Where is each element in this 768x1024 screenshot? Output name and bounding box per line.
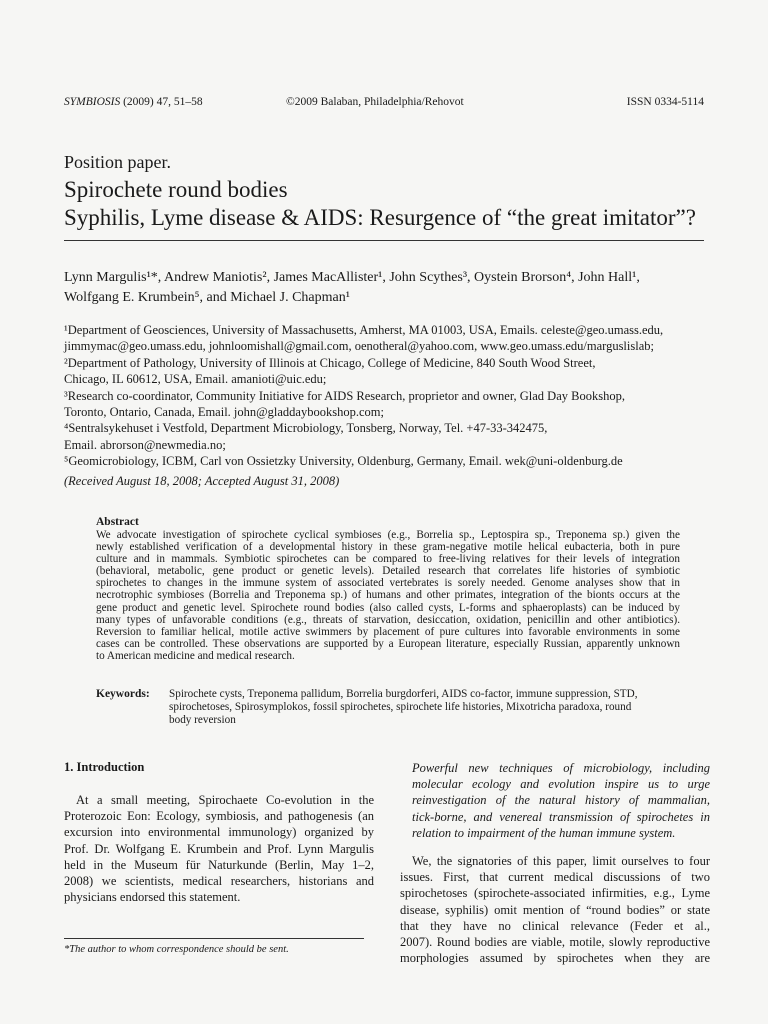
affiliation-line: ³Research co-coordinator, Community Initiative for AIDS Research, proprietor and owner, Glad Day Bookshop, <box>64 388 625 403</box>
abstract-line: Reversion to familiar helical, motile active swimmers by placement of pure cultures into favorable environments in some <box>96 625 680 638</box>
statement-line: relation to impairment of the human immune system. <box>412 825 676 840</box>
affiliation-line: ¹Department of Geosciences, University of Massachusetts, Amherst, MA 01003, USA, Emails. celeste@geo.umass.edu, <box>64 323 664 337</box>
statement-line: Powerful new techniques of microbiology, including <box>412 761 710 775</box>
affiliation-line: ⁵Geomicrobiology, ICBM, Carl von Ossietzky University, Oldenburg, Germany, Email. wek@uni-oldenburg.de <box>64 454 623 469</box>
keywords-list <box>169 688 681 728</box>
footnote-rule <box>64 938 364 939</box>
affiliation-line: ²Department of Pathology, University of Illinois at Chicago, College of Medicine, 840 South Wood Street, <box>64 355 596 370</box>
body-line: We, the signatories of this paper, limit ourselves to four <box>412 854 710 868</box>
body-line: Proterozoic Eon: Ecology, symbiosis, and pathogenesis (an <box>64 809 374 824</box>
body-line: excursion into environmental immunology) organized by <box>64 825 374 840</box>
abstract-line: cases can be controlled. These observations are supported by a European literature, especially Russian, apparently unknown <box>96 637 680 650</box>
affiliation-line: ⁴Sentralsykehuset i Vestfold, Department Microbiology, Tonsberg, Norway, Tel. +47-33-342475, <box>64 421 548 436</box>
author-line: Wolfgang E. Krumbein⁵, and Michael J. Chapman¹ <box>64 290 350 305</box>
abstract-line: (behavioral, metabolic, gene product or genetic levels). Detailed research that correlates life histories of symbiotic <box>96 565 680 578</box>
abstract-line: We advocate investigation of spirochete cyclical symbioses (e.g., Borrelia sp., Leptospira sp., Treponema sp.) given the <box>96 529 680 541</box>
issn: ISSN 0334-5114 <box>626 96 704 108</box>
statement-line: reinvestigation of the natural history of mammalian, <box>412 793 710 808</box>
keywords-line: body reversion <box>169 714 236 727</box>
affiliation-line: Email. abrorson@newmedia.no; <box>64 437 226 452</box>
running-header <box>64 96 704 112</box>
journal-name: SYMBIOSIS <box>64 96 121 108</box>
body-line: disease, syphilis) omit mention of “round bodies” or state <box>400 902 710 917</box>
title-rule <box>64 240 704 241</box>
keywords-line: spirochetoses, Spirosymplokos, fossil spirochetes, spirochete life histories, Mixotricha paradoxa, round <box>169 701 632 714</box>
body-line: 2008) we scientists, medical researchers, historians and <box>64 874 374 889</box>
abstract-heading: Abstract <box>96 516 139 528</box>
body-line: held in the Museum für Naturkunde (Berlin, May 1–2, <box>64 857 374 872</box>
body-line: 2007). Round bodies are viable, motile, slowly reproductive <box>400 935 710 950</box>
section-heading-introduction: 1. Introduction <box>64 760 145 774</box>
intro-left-column <box>64 792 374 905</box>
body-line: that they have no clinical relevance (Feder et al., <box>400 918 710 933</box>
intro-right-italic-statement <box>400 760 710 841</box>
body-line: physicians endorsed this statement. <box>64 890 241 905</box>
paper-type: Position paper. <box>64 152 171 172</box>
received-accepted-dates: (Received August 18, 2008; Accepted August 31, 2008) <box>64 474 340 488</box>
title-line-2: Syphilis, Lyme disease & AIDS: Resurgence of “the great imitator”? <box>64 205 696 230</box>
body-line: issues. First, that current medical discussions of two <box>400 870 710 885</box>
author-line: Lynn Margulis¹*, Andrew Maniotis², James MacAllister¹, John Scythes³, Oystein Brorson⁴, John Hall¹, <box>64 270 640 285</box>
statement-line: molecular ecology and evolution inspire us to urge <box>412 777 710 792</box>
intro-right-column <box>400 853 710 966</box>
abstract-line: gene product and genetic level. Spirochete round bodies (also called cysts, L-forms and sphaeroplasts) can be induced by <box>96 601 680 614</box>
affiliation-line: Chicago, IL 60612, USA, Email. amanioti@uic.edu; <box>64 372 327 387</box>
body-line: At a small meeting, Spirochaete Co-evolution in the <box>76 793 374 807</box>
abstract-line: to American medicine and medical research. <box>96 649 295 662</box>
statement-line: tick-borne, and venereal transmission of spirochetes in <box>412 809 710 824</box>
abstract-line: newly established verification of a developmental history in these gram-negative motile helical eubacteria, both in pure <box>96 541 680 554</box>
abstract-body <box>96 529 680 662</box>
correspondence-footnote: *The author to whom correspondence should be sent. <box>64 944 289 955</box>
keywords-label: Keywords: <box>96 688 150 700</box>
affiliation-line: Toronto, Ontario, Canada, Email. john@gladdaybookshop.com; <box>64 405 384 420</box>
abstract-line: spirochetes to changes in the immune system of associated vertebrates is sorely needed. Genome analyses show that in <box>96 577 680 590</box>
body-line: spirochetoses (spirochete-associated infirmities, e.g., Lyme <box>400 886 710 901</box>
abstract-line: necrotrophic symbioses (Borrelia and Treponema sp.) of humans and other primates, integration of the bionts occurs at the <box>96 589 680 602</box>
journal-citation <box>64 96 203 108</box>
affiliation-line: jimmymac@geo.umass.edu, johnloomishall@gmail.com, oenotheral@yahoo.com, www.geo.umass.edu/marguslislab; <box>64 339 654 354</box>
author-list <box>64 268 714 308</box>
body-line: Prof. Dr. Wolfgang E. Krumbein and Prof. Lynn Margulis <box>64 841 374 856</box>
body-line: morphologies assumed by spirochetes when they are <box>400 951 710 966</box>
abstract-line: culture and in mammals. Symbiotic spirochetes can be compared to free-living relatives for their levels of integration <box>96 553 680 566</box>
title-line-1: Spirochete round bodies <box>64 177 288 202</box>
copyright-notice: ©2009 Balaban, Philadelphia/Rehovot <box>286 96 464 108</box>
abstract-line: many types of unfavorable conditions (e.g., threats of starvation, desiccation, oxidation, penicillin and other antibiotics). <box>96 613 680 626</box>
affiliations <box>64 322 714 470</box>
citation-numbers: (2009) 47, 51–58 <box>120 96 203 108</box>
keywords-line: Spirochete cysts, Treponema pallidum, Borrelia burgdorferi, AIDS co-factor, immune suppression, STD, <box>169 688 638 700</box>
